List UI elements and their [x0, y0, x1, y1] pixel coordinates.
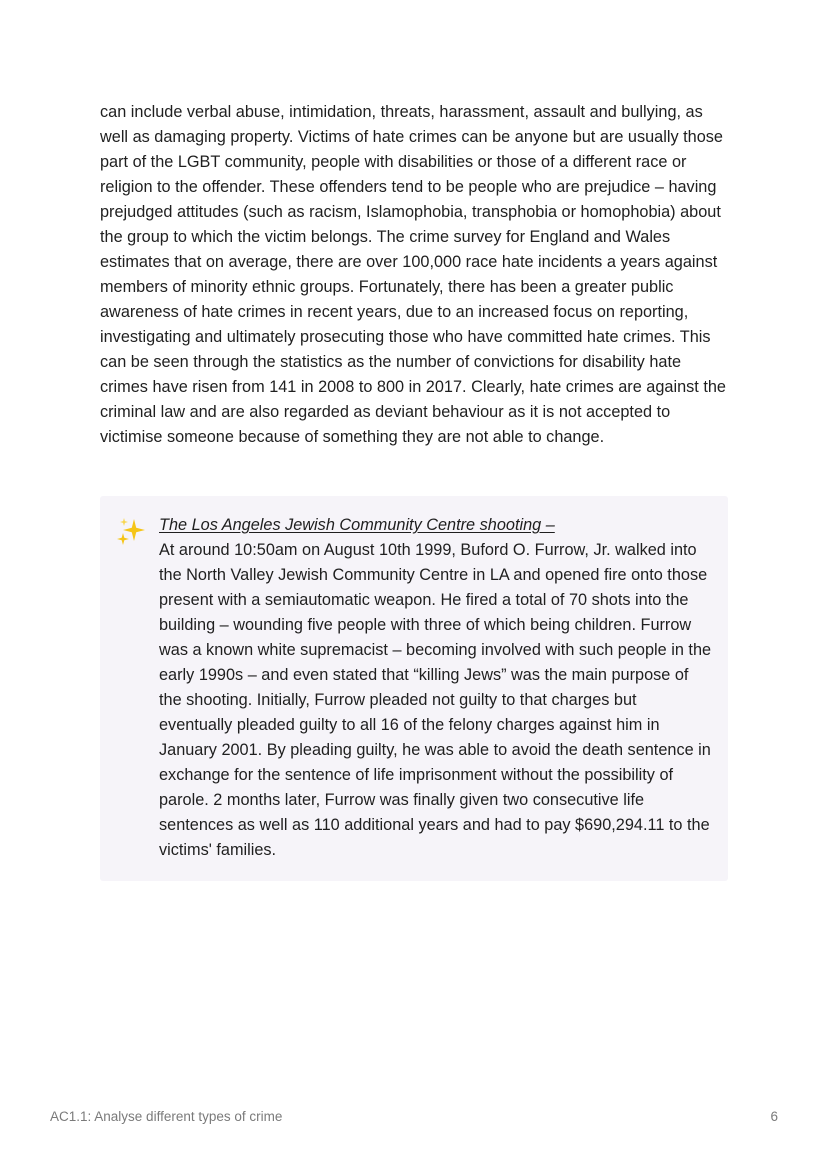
callout-body: At around 10:50am on August 10th 1999, Buford O. Furrow, Jr. walked into the North Valley Jewish Community Centre in LA and opened fire onto those present with a semiautomatic weapon. He fired a total of 70 shots into the building – wounding five people with three of which being children. Furrow was a known white supremacist – becoming involved with such people in the early 1990s – and even stated that “killing Jews” was the main purpose of the shooting. Initially, Furrow pleaded not guilty to that charges but eventually pleaded guilty to all 16 of the felony charges against him in January 2001. By pleading guilty, he was able to avoid the death sentence in exchange for the sentence of life imprisonment without the possibility of parole. 2 months later, Furrow was finally given two consecutive life sentences as well as 110 additional years and had to pay $690,294.11 to the victims' families.: [159, 541, 712, 859]
callout-content: [159, 513, 714, 863]
footer-section-title: AC1.1: Analyse different types of crime: [50, 1109, 283, 1124]
sparkles-icon: [116, 516, 148, 548]
callout-box: [100, 496, 728, 881]
page-number: 6: [770, 1109, 778, 1124]
body-paragraph: can include verbal abuse, intimidation, threats, harassment, assault and bullying, as well as damaging property. Victims of hate crimes can be anyone but are usually those part of the LGBT community, people with disabilities or those of a different race or religion to the offender. These offenders tend to be people who are prejudice – having prejudged attitudes (such as racism, Islamophobia, transphobia or homophobia) about the group to which the victim belongs. The crime survey for England and Wales estimates that on average, there are over 100,000 race hate incidents a years against members of minority ethnic groups. Fortunately, there has been a greater public awareness of hate crimes in recent years, due to an increased focus on reporting, investigating and ultimately prosecuting those who have committed hate crimes. This can be seen through the statistics as the number of convictions for disability hate crimes have risen from 141 in 2008 to 800 in 2017. Clearly, hate crimes are against the criminal law and are also regarded as deviant behaviour as it is not accepted to victimise someone because of something they are not able to change.: [100, 103, 726, 446]
callout-title: The Los Angeles Jewish Community Centre shooting –: [159, 516, 555, 534]
